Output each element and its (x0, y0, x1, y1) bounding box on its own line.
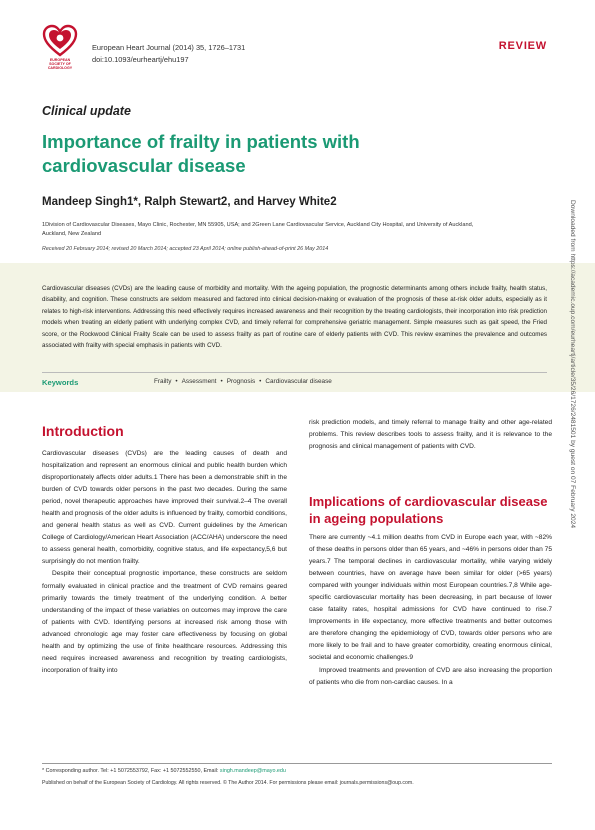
article-title: Importance of frailty in patients with cardiovascular disease (42, 131, 360, 176)
esc-logo (40, 24, 80, 70)
keyword: Frailty (154, 378, 172, 385)
keywords-label: Keywords (42, 378, 79, 387)
keywords-list (154, 378, 332, 385)
download-sidebar (566, 200, 578, 760)
keyword-separator: • (175, 378, 178, 385)
abstract-text: Cardiovascular diseases (CVDs) are the leading cause of morbidity and mortality. With the ageing population, the prognostic determinants among others include frailty, health status, disability, and cognition. These constructs are seldom measured and factored into clinical decision-making or evaluation of the prognosis of these at-risk older adults, especially as it relates to high-risk interventions. Addressing this need effectively requires increased awareness and their recognition by the treating cardiologists, their incorporation into risk prediction models when treating an elderly patient with underlying complex CVD, and timely referral for comprehensive geriatric management. Simple measures such as gait speed, the Fried score, or the Rockwood Clinical Frailty Scale can be used to assess frailty as part of routine care of elderly patients with CVD. This review examines the prevalence and outcomes associated with frailty with special emphasis in patients with CVD. (42, 285, 547, 350)
keyword: Cardiovascular disease (265, 378, 332, 385)
keyword-separator: • (220, 378, 223, 385)
author-email-link[interactable]: singh.mandeep@mayo.edu (219, 768, 286, 774)
article-category: REVIEW (498, 40, 547, 52)
download-notice: Downloaded from https://academic.oup.com/eurheartj/article/35/26/1726/2481501 by guest on 07 February 2024 (569, 200, 576, 529)
implications-heading: Implications of cardiovascular disease in ageing populations (309, 494, 548, 526)
footnote-divider (42, 763, 552, 764)
paragraph: Despite their conceptual prognostic importance, these constructs are seldom formally evaluated in clinical practice and the treatment of CVD remains geared primarily towards the timely treatment of the underlying condition. A better understanding of the impact of these variables on outcomes may improve the care of patients with CVD. Identifying persons at increased risk among those with advanced chronologic age may foster care effectiveness by focusing on global health and by optimizing the use of finite healthcare resources. Addressing this need requires increased awareness and recognition by treating cardiologists, incorporation of frailty into (42, 570, 287, 674)
paragraph: Improved treatments and prevention of CVD are also increasing the proportion of patients who die from non-cardiac causes. In a (309, 666, 552, 686)
author-list: Mandeep Singh1*, Ralph Stewart2, and Harvey White2 (42, 196, 337, 208)
doi-line[interactable]: doi:10.1093/eurheartj/ehu197 (92, 55, 189, 64)
journal-citation (92, 42, 245, 66)
citation-line: European Heart Journal (2014) 35, 1726–1731 (92, 43, 246, 52)
keywords-divider (42, 372, 547, 373)
paragraph: There are currently ~4.1 million deaths from CVD in Europe each year, with ~82% of these deaths in persons older than 65 years, and ~46% in persons older than 75 years.7 The temporal declines in cardiovascular mortality, while varying widely between countries, have on average have been similar for older (>65 years) compared with younger individuals within most European countries.7,8 While age-specific cardiovascular mortality has been decreasing, in part because of lower case fatality rates, hospital admissions for CVD have continued to rise.7 Improvements in life expectancy, more effective treatments and better outcomes are therefore changing the epidemiology of CVD, towards older persons who are more likely to be frail and to have greater comorbidity, creating enormous clinical, societal and economic challenges.9 (309, 534, 552, 662)
section-label: Clinical update (42, 104, 131, 118)
corresponding-text: * Corresponding author. Tel: +1 5072553792, Fax: +1 5072552550, Email: (42, 768, 219, 774)
keyword-separator: • (259, 378, 262, 385)
keyword: Assessment (181, 378, 217, 385)
esc-logo-text: EUROPEAN SOCIETY OF CARDIOLOGY (47, 58, 73, 71)
corresponding-author-note (42, 768, 286, 774)
paragraph: Cardiovascular diseases (CVDs) are the leading causes of death and hospitalization and represent an enormous clinical and public health burden which disproportionately affects older adults.1 There has been a demonstrable shift in the burden of CVD towards older persons in the past two decades. During the same period, novel therapeutic approaches have improved their survival.2–4 The overall health and prognosis of the older adults is influenced by frailty, comorbid conditions, and general health status as well as CVD. Current guidelines by the American College of Cardiology/American Heart Association (ACC/AHA) underscore the need to assess general health, comorbidity, cognitive status, and life expectancy,5,6 but surprisingly do not mention frailty. (42, 450, 287, 566)
esc-heart-icon (40, 24, 80, 58)
introduction-continued (309, 417, 552, 453)
keyword: Prognosis (226, 378, 256, 385)
introduction-heading: Introduction (42, 423, 124, 439)
publisher-note: Published on behalf of the European Society of Cardiology. All rights reserved. © The Author 2014. For permissions please email: journals.permissions@oup.com. (42, 780, 414, 786)
affiliations: 1Division of Cardiovascular Diseases, Mayo Clinic, Rochester, MN 55905, USA; and 2Green Lane Cardiovascular Service, Auckland City Hospital, and University of Auckland, Auckland, New Zealand (42, 222, 474, 237)
received-dates: Received 20 February 2014; revised 20 March 2014; accepted 23 April 2014; online publish-ahead-of-print 26 May 2014 (42, 246, 329, 252)
implications-column (309, 532, 552, 762)
paragraph: risk prediction models, and timely referral to manage frailty and other age-related problems. This review describes tools to assess frailty, and it is relevance to the prognosis and clinical management of patients with CVD. (309, 419, 552, 451)
